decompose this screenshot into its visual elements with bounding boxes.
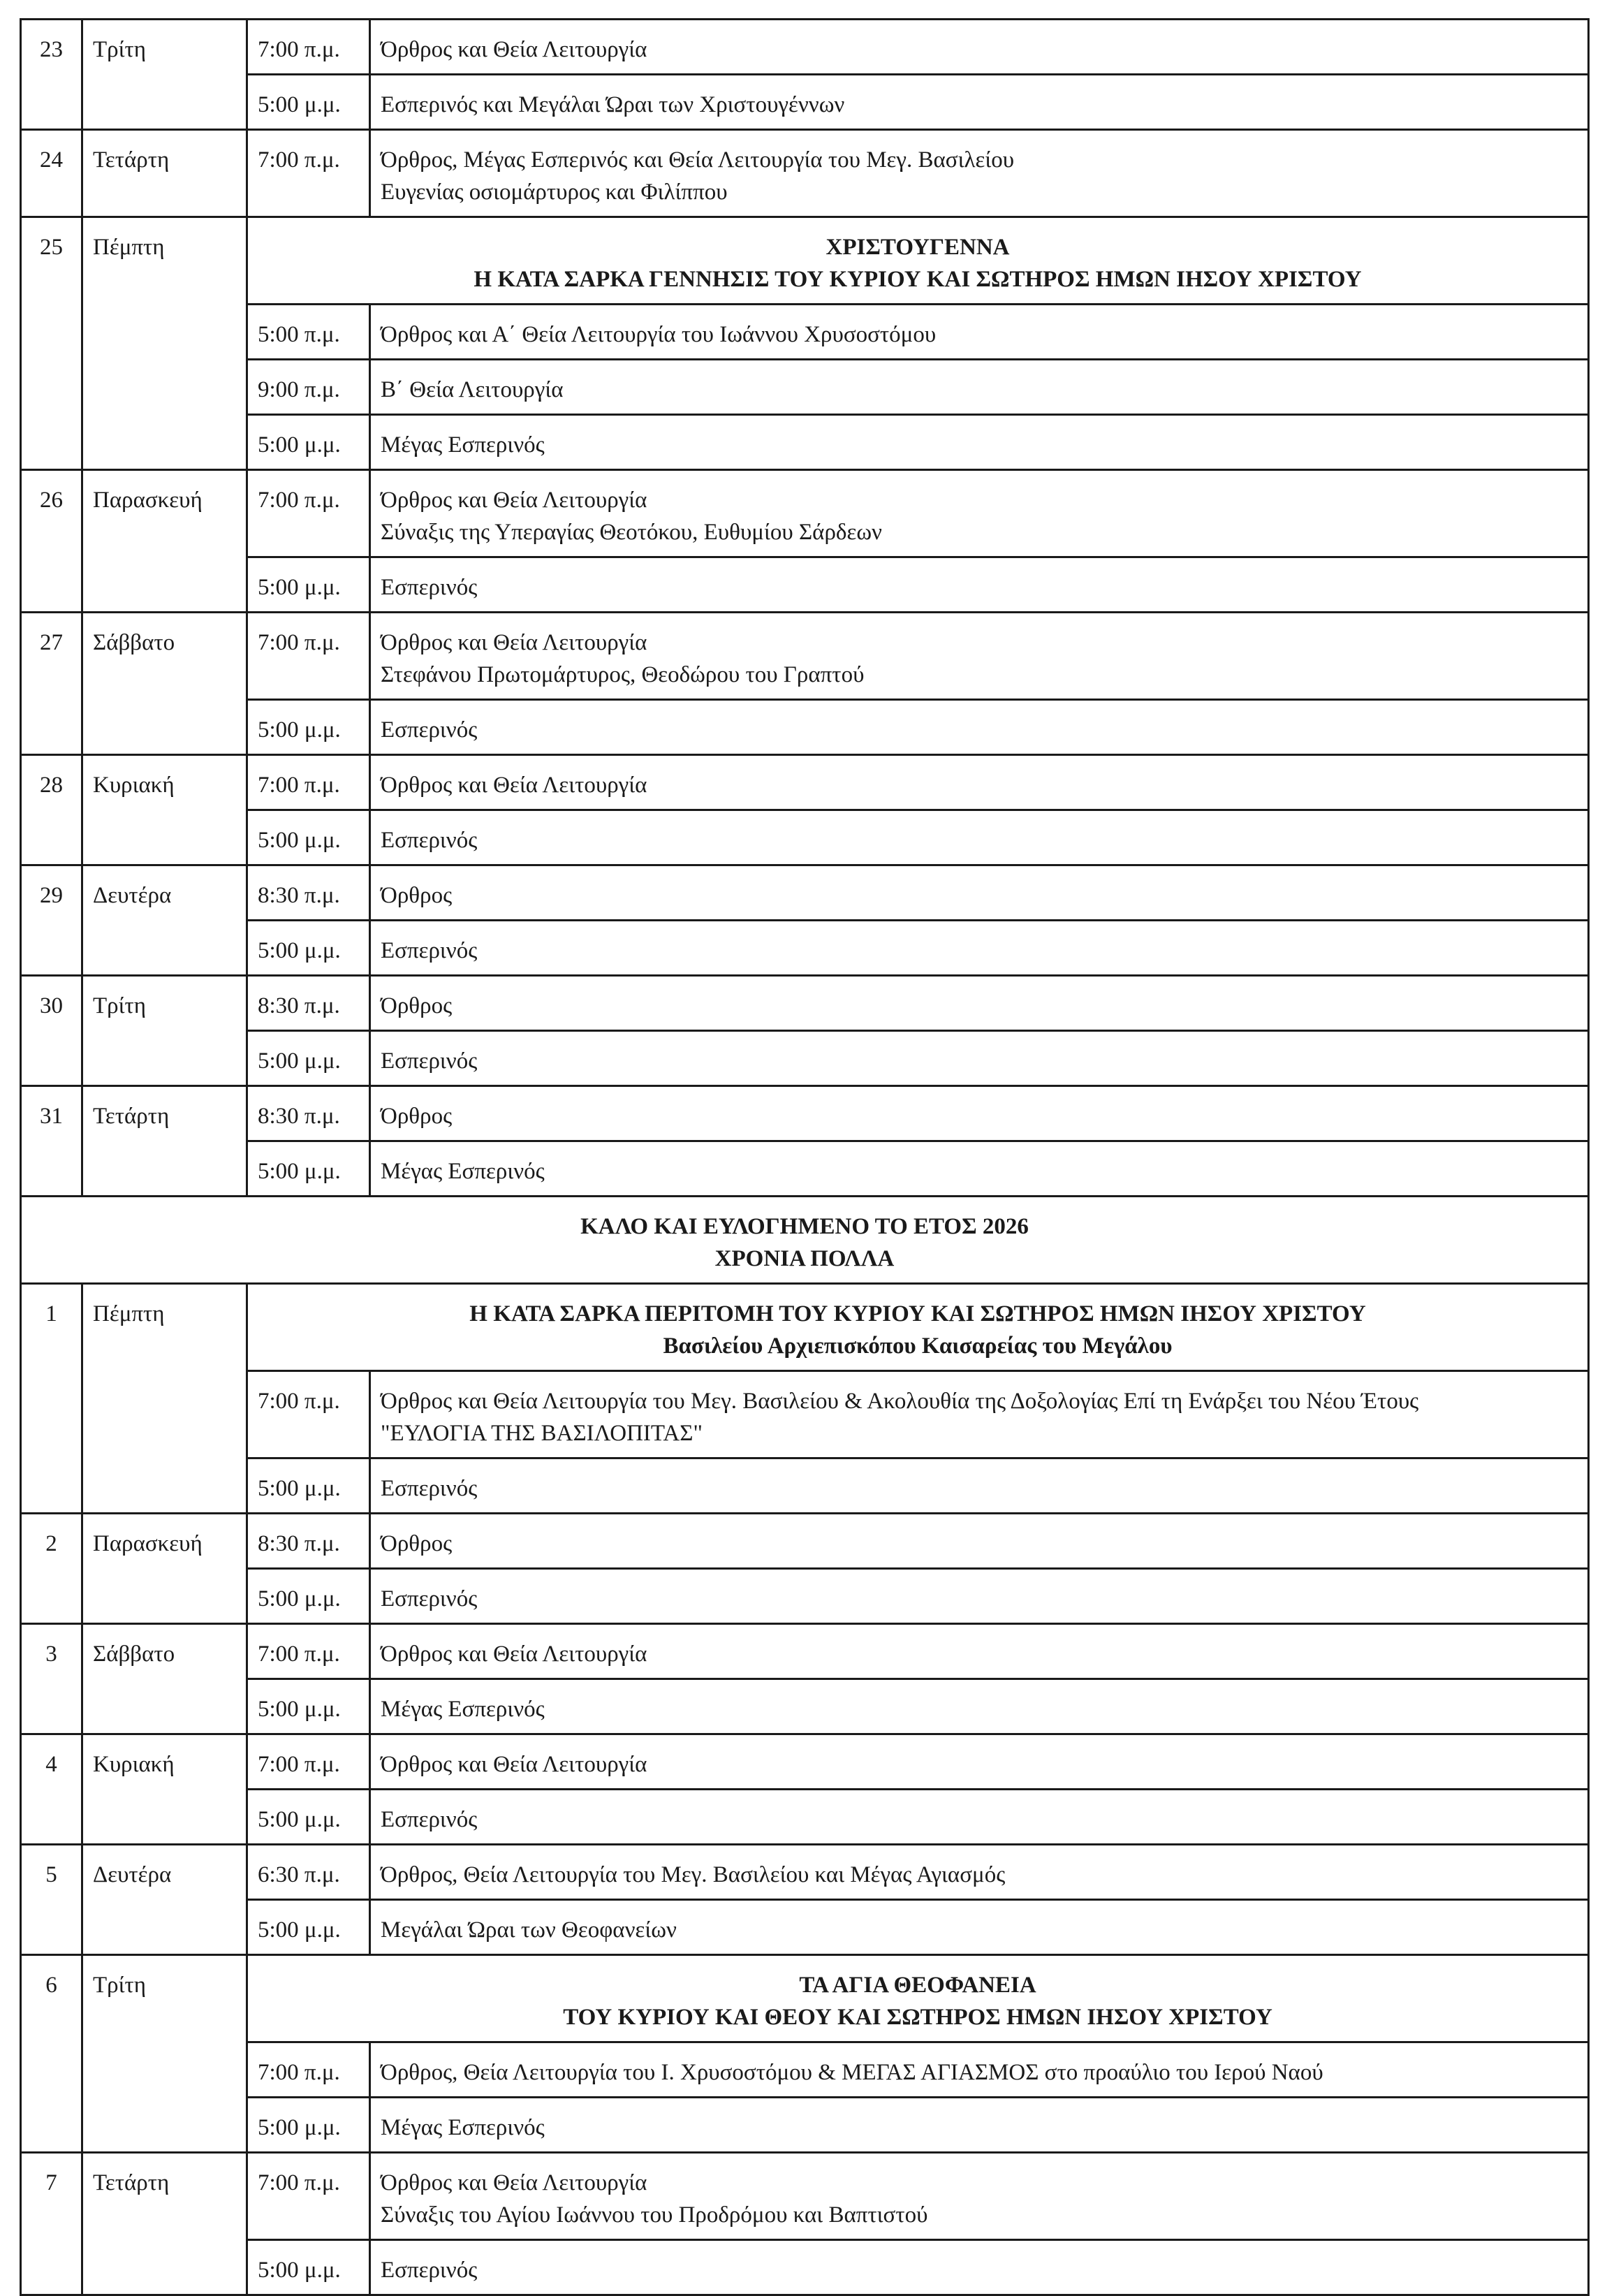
service-time: 7:00 π.μ. xyxy=(247,2042,370,2098)
service-description xyxy=(370,810,1589,865)
service-description xyxy=(370,75,1589,130)
service-line: Εσπερινός xyxy=(381,2258,478,2283)
service-line: Μεγάλαι Ώραι των Θεοφανείων xyxy=(381,1917,677,1943)
day-number: 4 xyxy=(21,1734,82,1845)
table-row xyxy=(21,921,1589,976)
weekday-name: Πέμπτη xyxy=(82,217,247,470)
service-description xyxy=(370,2153,1589,2240)
service-line: Μέγας Εσπερινός xyxy=(381,1697,545,1722)
service-line: Εσπερινός και Μεγάλαι Ώραι των Χριστουγέννων xyxy=(381,92,845,117)
service-line: Μέγας Εσπερινός xyxy=(381,2115,545,2140)
service-description xyxy=(370,1900,1589,1955)
service-time: 5:00 π.μ. xyxy=(247,305,370,360)
weekday-name: Τρίτη xyxy=(82,1955,247,2153)
weekday-name: Δευτέρα xyxy=(82,1845,247,1955)
table-row xyxy=(21,1790,1589,1845)
feast-title xyxy=(247,1284,1589,1371)
service-time: 7:00 π.μ. xyxy=(247,1734,370,1790)
table-row xyxy=(21,865,1589,921)
service-time: 5:00 μ.μ. xyxy=(247,921,370,976)
service-description xyxy=(370,1031,1589,1086)
weekday-name: Κυριακή xyxy=(82,1734,247,1845)
service-line: Β΄ Θεία Λειτουργία xyxy=(381,377,564,402)
day-number: 30 xyxy=(21,976,82,1086)
feast-title-line: Η ΚΑΤΑ ΣΑΡΚΑ ΠΕΡΙΤΟΜΗ ΤΟΥ ΚΥΡΙΟΥ ΚΑΙ ΣΩΤΗΡΟΣ ΗΜΩΝ ΙΗΣΟΥ ΧΡΙΣΤΟΥ xyxy=(469,1301,1366,1326)
service-line: Όρθρος και Θεία Λειτουργία του Μεγ. Βασιλείου & Ακολουθία της Δοξολογίας Επί τη Ενάρξει του Νέου Έτους xyxy=(381,1389,1419,1414)
service-time: 7:00 π.μ. xyxy=(247,755,370,810)
table-row xyxy=(21,976,1589,1031)
service-description xyxy=(370,2042,1589,2098)
service-line: Εσπερινός xyxy=(381,1586,478,1611)
service-time: 5:00 μ.μ. xyxy=(247,810,370,865)
service-line: Όρθρος xyxy=(381,883,453,908)
table-row xyxy=(21,20,1589,75)
service-line: Εσπερινός xyxy=(381,938,478,963)
service-time: 7:00 π.μ. xyxy=(247,1624,370,1679)
service-time: 5:00 μ.μ. xyxy=(247,700,370,755)
table-row xyxy=(21,557,1589,613)
service-time: 5:00 μ.μ. xyxy=(247,2240,370,2295)
day-number: 3 xyxy=(21,1624,82,1734)
table-row xyxy=(21,1679,1589,1734)
service-time: 5:00 μ.μ. xyxy=(247,415,370,470)
table-row xyxy=(21,613,1589,700)
day-number: 24 xyxy=(21,130,82,217)
weekday-name: Δευτέρα xyxy=(82,865,247,976)
feast-title-line: ΤΑ ΑΓΙΑ ΘΕΟΦΑΝΕΙΑ xyxy=(799,1973,1036,1998)
service-time: 9:00 π.μ. xyxy=(247,360,370,415)
service-line: Όρθρος και Θεία Λειτουργία xyxy=(381,1752,647,1777)
service-description xyxy=(370,415,1589,470)
service-time: 5:00 μ.μ. xyxy=(247,1790,370,1845)
service-time: 7:00 π.μ. xyxy=(247,20,370,75)
weekday-name: Κυριακή xyxy=(82,755,247,865)
service-time: 8:30 π.μ. xyxy=(247,976,370,1031)
banner-line: ΧΡΟΝΙΑ ΠΟΛΛΑ xyxy=(714,1246,895,1271)
service-time: 5:00 μ.μ. xyxy=(247,1141,370,1197)
service-time: 5:00 μ.μ. xyxy=(247,1900,370,1955)
table-row xyxy=(21,305,1589,360)
feast-title xyxy=(247,1955,1589,2042)
service-description xyxy=(370,613,1589,700)
table-row xyxy=(21,1371,1589,1458)
service-description xyxy=(370,470,1589,557)
day-number: 29 xyxy=(21,865,82,976)
service-time: 7:00 π.μ. xyxy=(247,613,370,700)
new-year-banner-row xyxy=(21,1197,1589,1284)
service-line: Ευγενίας οσιομάρτυρος και Φιλίππου xyxy=(381,180,728,205)
service-description xyxy=(370,1514,1589,1569)
service-time: 6:30 π.μ. xyxy=(247,1845,370,1900)
table-row xyxy=(21,1031,1589,1086)
day-number: 31 xyxy=(21,1086,82,1197)
service-line: Όρθρος και Θεία Λειτουργία xyxy=(381,630,647,655)
service-time: 7:00 π.μ. xyxy=(247,2153,370,2240)
service-line: Όρθρος xyxy=(381,1104,453,1129)
weekday-name: Τετάρτη xyxy=(82,130,247,217)
table-row xyxy=(21,2098,1589,2153)
service-line: Εσπερινός xyxy=(381,575,478,600)
service-line: Όρθρος και Α΄ Θεία Λειτουργία του Ιωάννου Χρυσοστόμου xyxy=(381,322,937,347)
service-line: Όρθρος, Μέγας Εσπερινός και Θεία Λειτουργία του Μεγ. Βασιλείου xyxy=(381,147,1015,173)
feast-title-line: ΧΡΙΣΤΟΥΓΕΝΝΑ xyxy=(825,235,1010,260)
weekday-name: Παρασκευή xyxy=(82,470,247,613)
weekday-name: Παρασκευή xyxy=(82,1514,247,1624)
day-number: 27 xyxy=(21,613,82,755)
service-time: 5:00 μ.μ. xyxy=(247,75,370,130)
service-line: Όρθρος και Θεία Λειτουργία xyxy=(381,488,647,513)
weekday-name: Σάββατο xyxy=(82,613,247,755)
service-description xyxy=(370,1679,1589,1734)
service-time: 5:00 μ.μ. xyxy=(247,1458,370,1514)
service-description xyxy=(370,360,1589,415)
day-number: 23 xyxy=(21,20,82,130)
service-description xyxy=(370,1734,1589,1790)
service-line: Εσπερινός xyxy=(381,717,478,743)
table-row xyxy=(21,217,1589,305)
weekday-name: Τετάρτη xyxy=(82,2153,247,2295)
service-line: Μέγας Εσπερινός xyxy=(381,1159,545,1184)
service-time: 5:00 μ.μ. xyxy=(247,1679,370,1734)
service-description xyxy=(370,1790,1589,1845)
table-row xyxy=(21,700,1589,755)
service-line: Όρθρος, Θεία Λειτουργία του Μεγ. Βασιλείου και Μέγας Αγιασμός xyxy=(381,1862,1006,1887)
feast-title xyxy=(247,217,1589,305)
feast-title-line: Βασιλείου Αρχιεπισκόπου Καισαρείας του Μεγάλου xyxy=(663,1333,1173,1359)
day-number: 28 xyxy=(21,755,82,865)
service-line: Όρθρος, Θεία Λειτουργία του Ι. Χρυσοστόμου & ΜΕΓΑΣ ΑΓΙΑΣΜΟΣ στο προαύλιο του Ιερού Ναού xyxy=(381,2060,1323,2085)
service-description xyxy=(370,130,1589,217)
schedule-page xyxy=(20,18,1587,2296)
service-description xyxy=(370,1086,1589,1141)
service-time: 5:00 μ.μ. xyxy=(247,1031,370,1086)
table-row xyxy=(21,2042,1589,2098)
table-row xyxy=(21,1734,1589,1790)
service-description xyxy=(370,1624,1589,1679)
service-line: Μέγας Εσπερινός xyxy=(381,432,545,458)
service-time: 8:30 π.μ. xyxy=(247,1086,370,1141)
table-row xyxy=(21,1900,1589,1955)
service-line: Εσπερινός xyxy=(381,1476,478,1501)
day-number: 6 xyxy=(21,1955,82,2153)
weekday-name: Τρίτη xyxy=(82,976,247,1086)
table-row xyxy=(21,1086,1589,1141)
table-row xyxy=(21,1141,1589,1197)
service-time: 8:30 π.μ. xyxy=(247,1514,370,1569)
service-description xyxy=(370,305,1589,360)
service-description xyxy=(370,1845,1589,1900)
service-description xyxy=(370,976,1589,1031)
service-line: Όρθρος και Θεία Λειτουργία xyxy=(381,1641,647,1667)
service-line: Στεφάνου Πρωτομάρτυρος, Θεοδώρου του Γραπτού xyxy=(381,662,865,687)
day-number: 25 xyxy=(21,217,82,470)
service-line: Όρθρος και Θεία Λειτουργία xyxy=(381,773,647,798)
service-line: Εσπερινός xyxy=(381,828,478,853)
service-description xyxy=(370,1569,1589,1624)
service-time: 7:00 π.μ. xyxy=(247,1371,370,1458)
table-row xyxy=(21,2240,1589,2295)
day-number: 7 xyxy=(21,2153,82,2295)
service-line: Σύναξις του Αγίου Ιωάννου του Προδρόμου και Βαπτιστού xyxy=(381,2202,928,2228)
service-time: 5:00 μ.μ. xyxy=(247,2098,370,2153)
service-description xyxy=(370,1141,1589,1197)
banner-line: ΚΑΛΟ ΚΑΙ ΕΥΛΟΓΗΜΕΝΟ ΤΟ ΕΤΟΣ 2026 xyxy=(580,1214,1029,1239)
service-description xyxy=(370,755,1589,810)
weekday-name: Σάββατο xyxy=(82,1624,247,1734)
feast-title-line: ΤΟΥ ΚΥΡΙΟΥ ΚΑΙ ΘΕΟΥ ΚΑΙ ΣΩΤΗΡΟΣ ΗΜΩΝ ΙΗΣΟΥ ΧΡΙΣΤΟΥ xyxy=(563,2005,1272,2030)
table-row xyxy=(21,1514,1589,1569)
service-description xyxy=(370,2098,1589,2153)
weekday-name: Πέμπτη xyxy=(82,1284,247,1514)
table-row xyxy=(21,755,1589,810)
service-line: Εσπερινός xyxy=(381,1048,478,1074)
new-year-banner xyxy=(21,1197,1589,1284)
day-number: 2 xyxy=(21,1514,82,1624)
weekday-name: Τετάρτη xyxy=(82,1086,247,1197)
service-description xyxy=(370,1371,1589,1458)
table-row xyxy=(21,1624,1589,1679)
table-row xyxy=(21,75,1589,130)
service-description xyxy=(370,921,1589,976)
table-row xyxy=(21,810,1589,865)
day-number: 5 xyxy=(21,1845,82,1955)
feast-title-line: Η ΚΑΤΑ ΣΑΡΚΑ ΓΕΝΝΗΣΙΣ ΤΟΥ ΚΥΡΙΟΥ ΚΑΙ ΣΩΤΗΡΟΣ ΗΜΩΝ ΙΗΣΟΥ ΧΡΙΣΤΟΥ xyxy=(474,267,1362,292)
service-description xyxy=(370,557,1589,613)
service-description xyxy=(370,700,1589,755)
table-row xyxy=(21,360,1589,415)
weekday-name: Τρίτη xyxy=(82,20,247,130)
service-line: Όρθρος και Θεία Λειτουργία xyxy=(381,2170,647,2195)
service-line: Όρθρος xyxy=(381,1531,453,1556)
table-row xyxy=(21,415,1589,470)
service-time: 8:30 π.μ. xyxy=(247,865,370,921)
schedule-body xyxy=(21,20,1589,2295)
service-description xyxy=(370,2240,1589,2295)
table-row xyxy=(21,470,1589,557)
service-time: 5:00 μ.μ. xyxy=(247,557,370,613)
table-row xyxy=(21,1955,1589,2042)
service-description xyxy=(370,1458,1589,1514)
table-row xyxy=(21,130,1589,217)
service-line: Όρθρος και Θεία Λειτουργία xyxy=(381,37,647,62)
table-row xyxy=(21,1569,1589,1624)
service-line: Εσπερινός xyxy=(381,1807,478,1832)
service-line: Σύναξις της Υπεραγίας Θεοτόκου, Ευθυμίου Σάρδεων xyxy=(381,520,882,545)
service-time: 7:00 π.μ. xyxy=(247,130,370,217)
service-time: 5:00 μ.μ. xyxy=(247,1569,370,1624)
service-description xyxy=(370,865,1589,921)
day-number: 1 xyxy=(21,1284,82,1514)
table-row xyxy=(21,1458,1589,1514)
service-line: Όρθρος xyxy=(381,993,453,1018)
service-schedule-table xyxy=(20,18,1590,2296)
table-row xyxy=(21,2153,1589,2240)
table-row xyxy=(21,1284,1589,1371)
table-row xyxy=(21,1845,1589,1900)
day-number: 26 xyxy=(21,470,82,613)
service-description xyxy=(370,20,1589,75)
service-line: "ΕΥΛΟΓΙΑ ΤΗΣ ΒΑΣΙΛΟΠΙΤΑΣ" xyxy=(381,1421,703,1446)
service-time: 7:00 π.μ. xyxy=(247,470,370,557)
